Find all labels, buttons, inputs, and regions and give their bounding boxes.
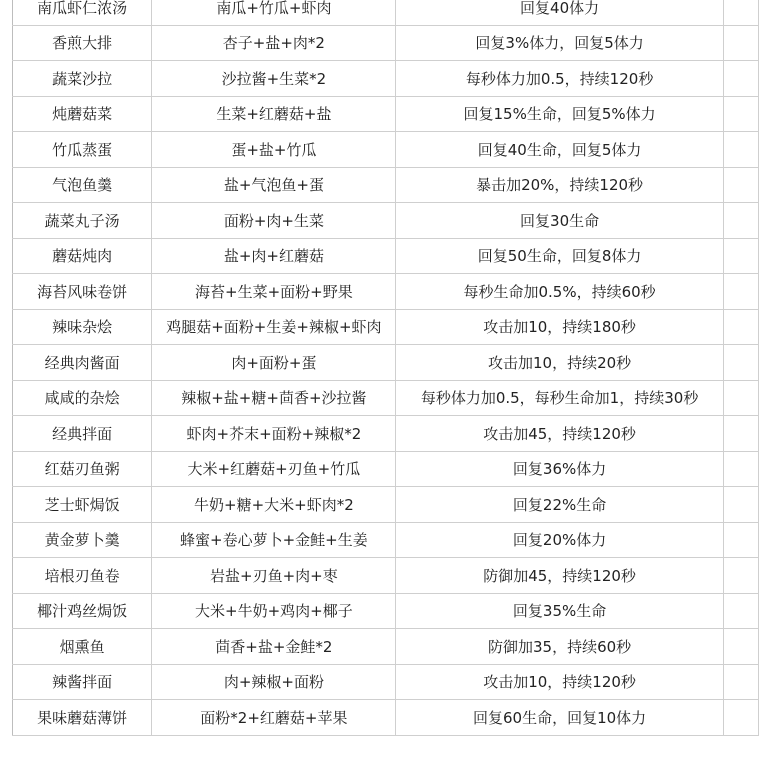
effect-cell: 防御加35，持续60秒 — [396, 629, 723, 665]
dish-name-cell: 竹瓜蒸蛋 — [13, 132, 152, 168]
empty-cell — [723, 522, 758, 558]
effect-cell: 每秒体力加0.5，每秒生命加1，持续30秒 — [396, 380, 723, 416]
table-row — [13, 664, 759, 700]
effect-cell: 攻击加10，持续180秒 — [396, 309, 723, 345]
ingredients-cell: 虾肉+芥末+面粉+辣椒*2 — [152, 416, 396, 452]
empty-cell — [723, 700, 758, 736]
empty-cell — [723, 558, 758, 594]
effect-cell: 每秒生命加0.5%，持续60秒 — [396, 274, 723, 310]
ingredients-cell: 大米+红蘑菇+刃鱼+竹瓜 — [152, 451, 396, 487]
dish-name-cell: 椰汁鸡丝焗饭 — [13, 593, 152, 629]
effect-cell: 每秒体力加0.5，持续120秒 — [396, 61, 723, 97]
dish-name-cell: 气泡鱼羹 — [13, 167, 152, 203]
table-row — [13, 345, 759, 381]
dish-name-cell: 蔬菜沙拉 — [13, 61, 152, 97]
empty-cell — [723, 416, 758, 452]
effect-cell: 回复36%体力 — [396, 451, 723, 487]
effect-cell: 回复30生命 — [396, 203, 723, 239]
dish-name-cell: 南瓜虾仁浓汤 — [13, 0, 152, 25]
dish-name-cell: 红菇刃鱼粥 — [13, 451, 152, 487]
ingredients-cell: 蜂蜜+卷心萝卜+金鲑+生姜 — [152, 522, 396, 558]
table-row — [13, 132, 759, 168]
ingredients-cell: 杏子+盐+肉*2 — [152, 25, 396, 61]
effect-cell: 暴击加20%，持续120秒 — [396, 167, 723, 203]
empty-cell — [723, 309, 758, 345]
table-row — [13, 522, 759, 558]
empty-cell — [723, 274, 758, 310]
ingredients-cell: 大米+牛奶+鸡肉+椰子 — [152, 593, 396, 629]
table-row — [13, 238, 759, 274]
ingredients-cell: 生菜+红蘑菇+盐 — [152, 96, 396, 132]
effect-cell: 回复35%生命 — [396, 593, 723, 629]
dish-name-cell: 辣酱拌面 — [13, 664, 152, 700]
empty-cell — [723, 380, 758, 416]
recipe-table — [12, 0, 759, 736]
effect-cell: 回复40体力 — [396, 0, 723, 25]
effect-cell: 攻击加10，持续120秒 — [396, 664, 723, 700]
ingredients-cell: 盐+肉+红蘑菇 — [152, 238, 396, 274]
empty-cell — [723, 238, 758, 274]
dish-name-cell: 炖蘑菇菜 — [13, 96, 152, 132]
empty-cell — [723, 451, 758, 487]
effect-cell: 攻击加45，持续120秒 — [396, 416, 723, 452]
empty-cell — [723, 203, 758, 239]
table-row — [13, 274, 759, 310]
table-row — [13, 309, 759, 345]
recipe-table-body — [13, 0, 759, 735]
empty-cell — [723, 664, 758, 700]
dish-name-cell: 经典肉酱面 — [13, 345, 152, 381]
effect-cell: 防御加45，持续120秒 — [396, 558, 723, 594]
empty-cell — [723, 0, 758, 25]
empty-cell — [723, 629, 758, 665]
effect-cell: 回复50生命，回复8体力 — [396, 238, 723, 274]
ingredients-cell: 辣椒+盐+糖+茴香+沙拉酱 — [152, 380, 396, 416]
dish-name-cell: 辣味杂烩 — [13, 309, 152, 345]
dish-name-cell: 经典拌面 — [13, 416, 152, 452]
dish-name-cell: 芝士虾焗饭 — [13, 487, 152, 523]
ingredients-cell: 牛奶+糖+大米+虾肉*2 — [152, 487, 396, 523]
dish-name-cell: 香煎大排 — [13, 25, 152, 61]
ingredients-cell: 茴香+盐+金鲑*2 — [152, 629, 396, 665]
effect-cell: 回复60生命，回复10体力 — [396, 700, 723, 736]
dish-name-cell: 培根刃鱼卷 — [13, 558, 152, 594]
dish-name-cell: 蘑菇炖肉 — [13, 238, 152, 274]
effect-cell: 回复3%体力，回复5体力 — [396, 25, 723, 61]
table-row — [13, 61, 759, 97]
ingredients-cell: 面粉+肉+生菜 — [152, 203, 396, 239]
table-row — [13, 167, 759, 203]
table-row — [13, 487, 759, 523]
dish-name-cell: 海苔风味卷饼 — [13, 274, 152, 310]
ingredients-cell: 盐+气泡鱼+蛋 — [152, 167, 396, 203]
ingredients-cell: 面粉*2+红蘑菇+苹果 — [152, 700, 396, 736]
dish-name-cell: 果味蘑菇薄饼 — [13, 700, 152, 736]
table-row — [13, 96, 759, 132]
table-row — [13, 558, 759, 594]
empty-cell — [723, 487, 758, 523]
empty-cell — [723, 593, 758, 629]
effect-cell: 回复20%体力 — [396, 522, 723, 558]
table-row — [13, 380, 759, 416]
empty-cell — [723, 25, 758, 61]
empty-cell — [723, 132, 758, 168]
ingredients-cell: 肉+面粉+蛋 — [152, 345, 396, 381]
effect-cell: 回复15%生命，回复5%体力 — [396, 96, 723, 132]
table-row — [13, 451, 759, 487]
ingredients-cell: 海苔+生菜+面粉+野果 — [152, 274, 396, 310]
ingredients-cell: 鸡腿菇+面粉+生姜+辣椒+虾肉 — [152, 309, 396, 345]
ingredients-cell: 肉+辣椒+面粉 — [152, 664, 396, 700]
table-row — [13, 25, 759, 61]
table-row — [13, 629, 759, 665]
ingredients-cell: 南瓜+竹瓜+虾肉 — [152, 0, 396, 25]
dish-name-cell: 蔬菜丸子汤 — [13, 203, 152, 239]
effect-cell: 回复22%生命 — [396, 487, 723, 523]
ingredients-cell: 岩盐+刃鱼+肉+枣 — [152, 558, 396, 594]
effect-cell: 攻击加10，持续20秒 — [396, 345, 723, 381]
table-row — [13, 416, 759, 452]
empty-cell — [723, 167, 758, 203]
effect-cell: 回复40生命，回复5体力 — [396, 132, 723, 168]
empty-cell — [723, 345, 758, 381]
ingredients-cell: 蛋+盐+竹瓜 — [152, 132, 396, 168]
table-row — [13, 0, 759, 25]
table-row — [13, 593, 759, 629]
dish-name-cell: 黄金萝卜羹 — [13, 522, 152, 558]
table-row — [13, 700, 759, 736]
table-row — [13, 203, 759, 239]
empty-cell — [723, 96, 758, 132]
ingredients-cell: 沙拉酱+生菜*2 — [152, 61, 396, 97]
dish-name-cell: 烟熏鱼 — [13, 629, 152, 665]
dish-name-cell: 咸咸的杂烩 — [13, 380, 152, 416]
empty-cell — [723, 61, 758, 97]
